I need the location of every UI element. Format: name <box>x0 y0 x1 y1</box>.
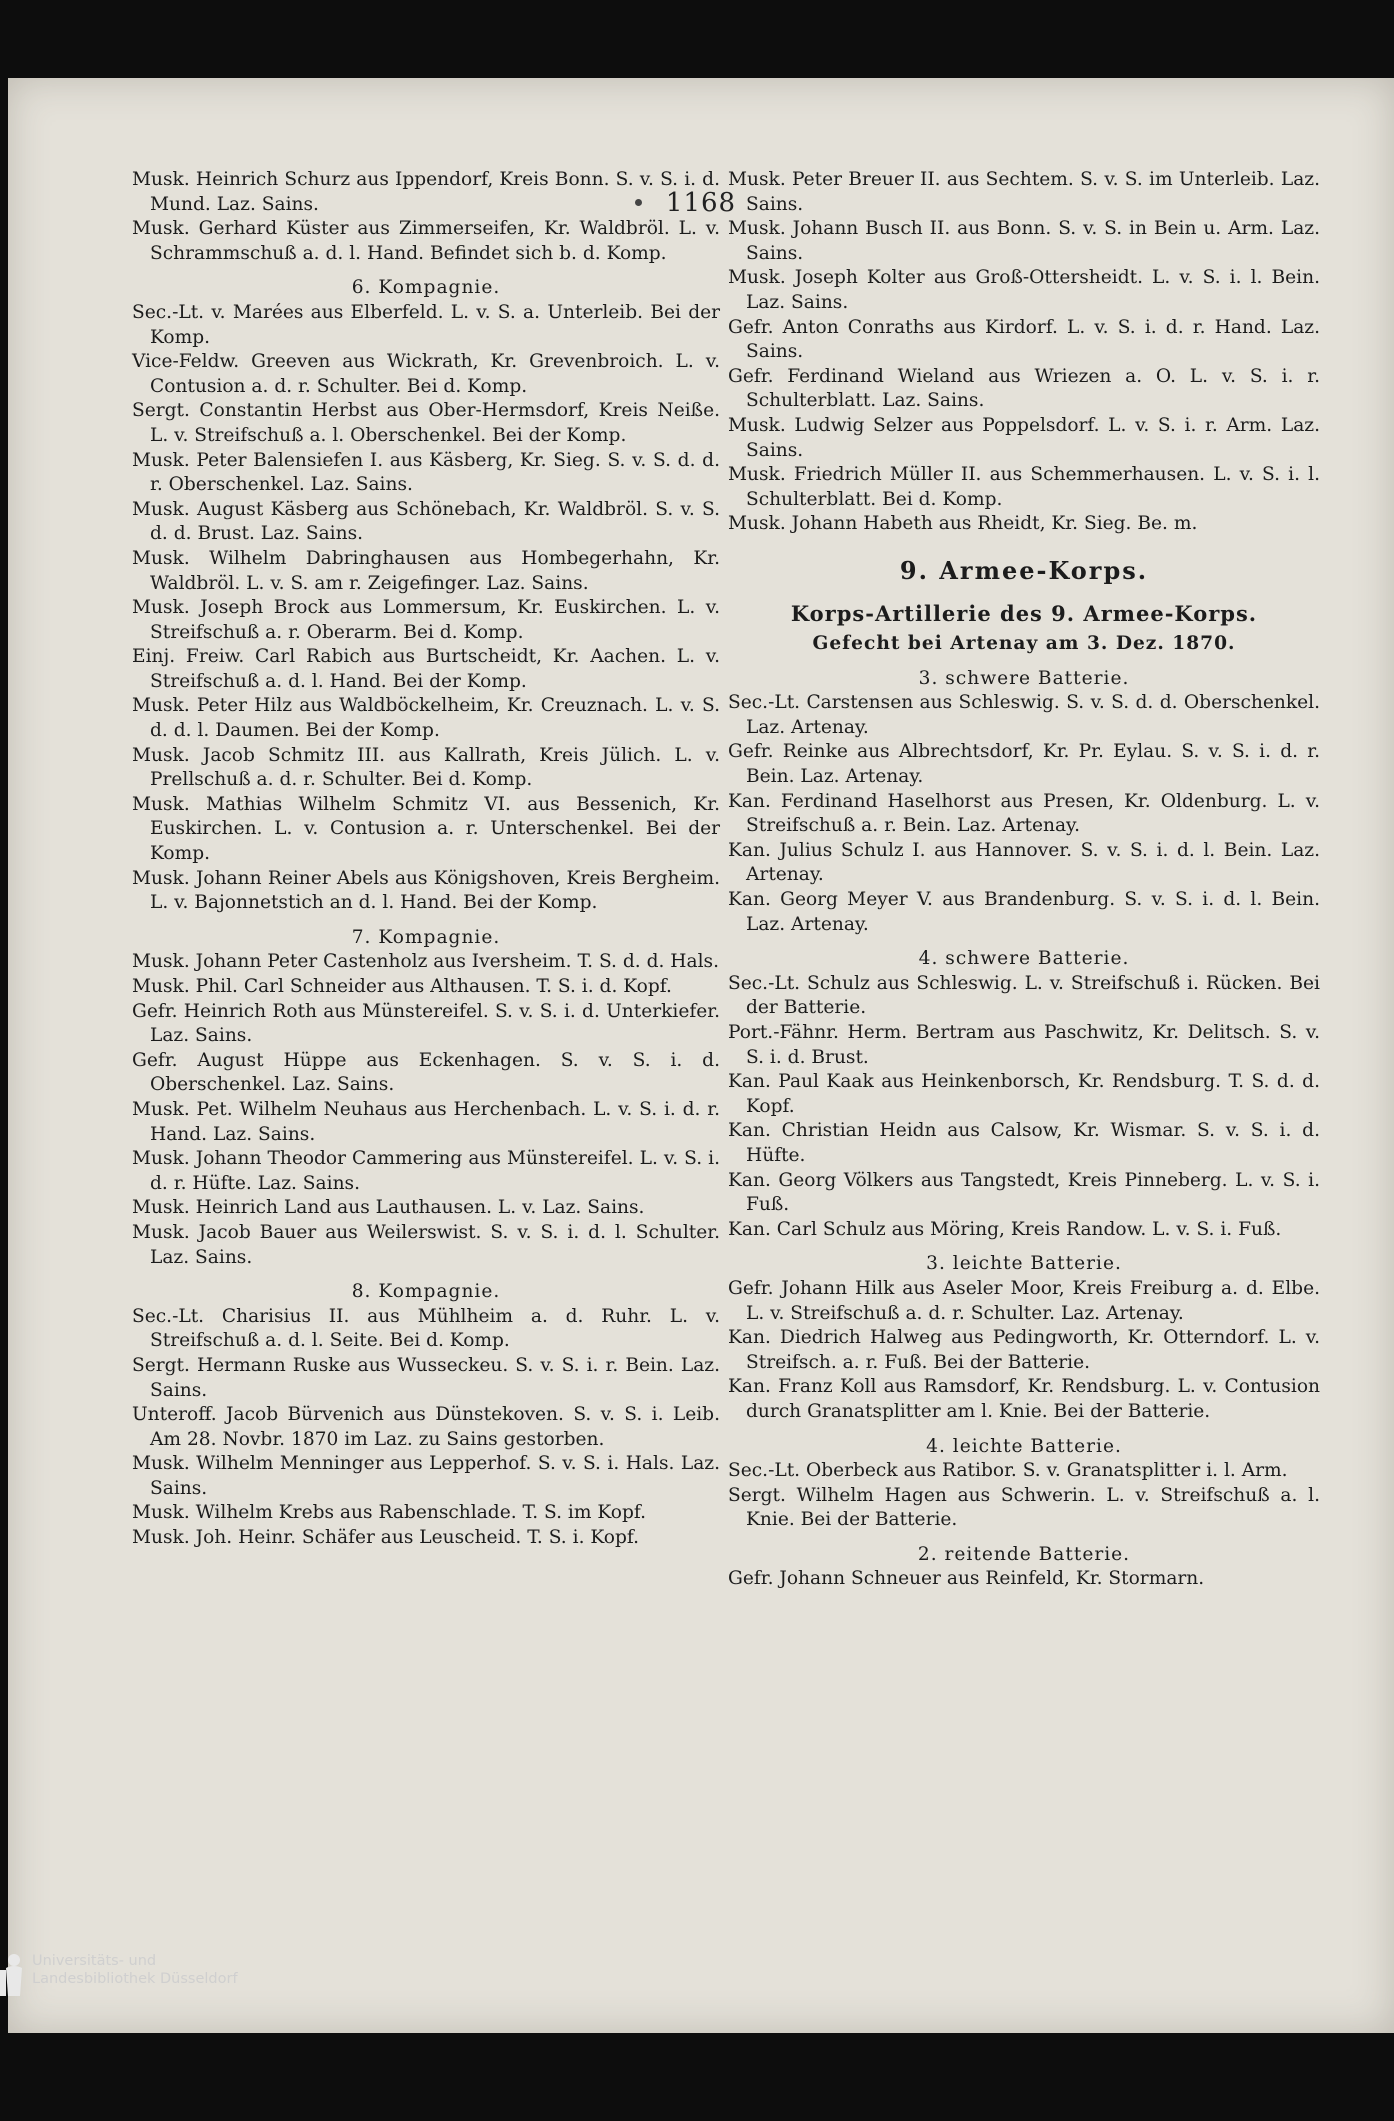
casualty-entry: Musk. Wilhelm Krebs aus Rabenschlade. T. S. im Kopf. <box>132 1502 647 1524</box>
casualty-entry: Musk. Peter Balensiefen I. aus Käsberg, Kr. Sieg. S. v. S. d. d. r. Oberschenkel. Laz. Sains. <box>132 449 720 496</box>
casualty-entry: Musk. Joseph Kolter aus Groß-Ottersheidt. L. v. S. i. l. Bein. Laz. Sains. <box>728 267 1320 313</box>
casualty-entry: Port.-Fähnr. Herm. Bertram aus Paschwitz, Kr. Delitsch. S. v. S. i. d. Brust. <box>728 1022 1320 1068</box>
casualty-entry: Kan. Paul Kaak aus Heinkenborsch, Kr. Rendsburg. T. S. d. d. Kopf. <box>728 1071 1320 1117</box>
casualty-entry: Sec.-Lt. Carstensen aus Schleswig. S. v. S. d. d. Oberschenkel. Laz. Artenay. <box>728 692 1320 738</box>
casualty-entry: Musk. Friedrich Müller II. aus Schemmerhausen. L. v. S. i. l. Schulterblatt. Bei d. Komp. <box>728 464 1320 510</box>
casualty-entry: Musk. Jacob Schmitz III. aus Kallrath, Kreis Jülich. L. v. Prellschuß a. d. r. Schulter. Bei d. Komp. <box>132 744 720 791</box>
casualty-entry: Gefr. Ferdinand Wieland aus Wriezen a. O. L. v. S. i. r. Schulterblatt. Laz. Sains. <box>728 365 1320 412</box>
unit-heading: 2. reitende Batterie. <box>917 1543 1131 1565</box>
casualty-entry: Musk. Heinrich Land aus Lauthausen. L. v. Laz. Sains. <box>132 1197 645 1219</box>
unit-heading: 4. schwere Batterie. <box>918 948 1130 970</box>
right-column <box>728 168 1320 1592</box>
casualty-entry: Gefr. August Hüppe aus Eckenhagen. S. v. S. i. d. Oberschenkel. Laz. Sains. <box>132 1049 720 1096</box>
unit-heading: 6. Kompagnie. <box>351 277 501 299</box>
unit-heading: 4. leichte Batterie. <box>926 1435 1122 1457</box>
casualty-entry: Sergt. Constantin Herbst aus Ober-Hermsdorf, Kreis Neiße. L. v. Streifschuß a. l. Oberschenkel. Bei der Komp. <box>132 400 720 446</box>
casualty-entry: Kan. Julius Schulz I. aus Hannover. S. v. S. i. d. l. Bein. Laz. Artenay. <box>728 839 1320 886</box>
left-column <box>132 168 720 1551</box>
casualty-entry: Kan. Diedrich Halweg aus Pedingworth, Kr. Otterndorf. L. v. Streifsch. a. r. Fuß. Bei der Batterie. <box>728 1327 1320 1373</box>
casualty-entry: Musk. Peter Hilz aus Waldböckelheim, Kr. Creuznach. L. v. S. d. d. l. Daumen. Bei der Komp. <box>132 695 720 742</box>
casualty-entry: Sergt. Hermann Ruske aus Wusseckeu. S. v. S. i. r. Bein. Laz. Sains. <box>132 1354 720 1401</box>
casualty-entry: Musk. Gerhard Küster aus Zimmerseifen, Kr. Waldbröl. L. v. Schrammschuß a. d. l. Hand. Befindet sich b. d. Komp. <box>132 218 720 264</box>
battle-title: Gefecht bei Artenay am 3. Dez. 1870. <box>812 633 1236 655</box>
casualty-entry: Musk. Ludwig Selzer aus Poppelsdorf. L. v. S. i. r. Arm. Laz. Sains. <box>728 414 1320 461</box>
library-line-1: Universitäts- und <box>32 1953 157 1969</box>
casualty-entry: Gefr. Reinke aus Albrechtsdorf, Kr. Pr. Eylau. S. v. S. i. d. r. Bein. Laz. Artenay. <box>728 741 1320 788</box>
casualty-entry: Musk. Johann Busch II. aus Bonn. S. v. S. in Bein u. Arm. Laz. Sains. <box>728 218 1320 264</box>
casualty-entry: Kan. Ferdinand Haselhorst aus Presen, Kr. Oldenburg. L. v. Streifschuß a. r. Bein. Laz. Artenay. <box>728 790 1320 837</box>
casualty-entry: Musk. Mathias Wilhelm Schmitz VI. aus Bessenich, Kr. Euskirchen. L. v. Contusion a. r. Unterschenkel. Bei der Komp. <box>132 793 720 865</box>
unit-heading: 3. leichte Batterie. <box>926 1253 1122 1275</box>
library-logo-icon <box>0 1950 28 1998</box>
casualty-entry: Musk. Pet. Wilhelm Neuhaus aus Herchenbach. L. v. S. i. d. r. Hand. Laz. Sains. <box>132 1098 720 1145</box>
casualty-entry: Gefr. Johann Schneuer aus Reinfeld, Kr. Stormarn. <box>728 1568 1205 1590</box>
library-logo-text <box>32 1952 238 1988</box>
casualty-entry: Sec.-Lt. v. Marées aus Elberfeld. L. v. S. a. Unterleib. Bei der Komp. <box>132 301 720 348</box>
casualty-entry: Kan. Carl Schulz aus Möring, Kreis Randow. L. v. S. i. Fuß. <box>728 1218 1282 1240</box>
casualty-entry: Kan. Georg Meyer V. aus Brandenburg. S. v. S. i. d. l. Bein. Laz. Artenay. <box>728 889 1320 935</box>
casualty-entry: Gefr. Johann Hilk aus Aseler Moor, Kreis Freiburg a. d. Elbe. L. v. Streifschuß a. d. r. Schulter. Laz. Artenay. <box>728 1277 1320 1324</box>
casualty-entry: Gefr. Anton Conraths aus Kirdorf. L. v. S. i. d. r. Hand. Laz. Sains. <box>728 316 1320 363</box>
casualty-entry: Musk. Heinrich Schurz aus Ippendorf, Kreis Bonn. S. v. S. i. d. Mund. Laz. Sains. <box>132 169 720 215</box>
casualty-entry: Musk. Wilhelm Menninger aus Lepperhof. S. v. S. i. Hals. Laz. Sains. <box>132 1453 720 1499</box>
casualty-entry: Musk. Joseph Brock aus Lommersum, Kr. Euskirchen. L. v. Streifschuß a. r. Oberarm. Bei d. Komp. <box>132 597 720 643</box>
casualty-entry: Sergt. Wilhelm Hagen aus Schwerin. L. v. Streifschuß a. l. Knie. Bei der Batterie. <box>728 1484 1320 1531</box>
casualty-entry: Vice-Feldw. Greeven aus Wickrath, Kr. Grevenbroich. L. v. Contusion a. d. r. Schulter. Bei d. Komp. <box>132 351 720 397</box>
corps-title: 9. Armee-Korps. <box>899 555 1149 585</box>
casualty-entry: Unteroff. Jacob Bürvenich aus Dünstekoven. S. v. S. i. Leib. Am 28. Novbr. 1870 im Laz. zu Sains gestorben. <box>132 1404 720 1450</box>
casualty-entry: Musk. Johann Reiner Abels aus Königshoven, Kreis Bergheim. L. v. Bajonnetstich an d. l. Hand. Bei der Komp. <box>132 867 720 914</box>
casualty-entry: Musk. Jacob Bauer aus Weilerswist. S. v. S. i. d. l. Schulter. Laz. Sains. <box>132 1221 720 1268</box>
unit-heading: 8. Kompagnie. <box>351 1281 501 1303</box>
casualty-entry: Gefr. Heinrich Roth aus Münstereifel. S. v. S. i. d. Unterkiefer. Laz. Sains. <box>132 1000 720 1047</box>
casualty-entry: Sec.-Lt. Oberbeck aus Ratibor. S. v. Granatsplitter i. l. Arm. <box>728 1460 1288 1482</box>
casualty-entry: Musk. Johann Habeth aus Rheidt, Kr. Sieg. Be. m. <box>728 513 1198 535</box>
library-line-2: Landesbibliothek Düsseldorf <box>32 1971 238 1987</box>
casualty-entry: Sec.-Lt. Schulz aus Schleswig. L. v. Streifschuß i. Rücken. Bei der Batterie. <box>728 972 1320 1019</box>
unit-heading: 3. schwere Batterie. <box>918 667 1130 689</box>
unit-heading: 7. Kompagnie. <box>351 926 501 948</box>
casualty-entry: Musk. Phil. Carl Schneider aus Althausen. T. S. i. d. Kopf. <box>132 976 672 997</box>
casualty-entry: Musk. Johann Peter Castenholz aus Iversheim. T. S. d. d. Hals. <box>132 951 719 973</box>
artillery-title: Korps-Artillerie des 9. Armee-Korps. <box>790 600 1258 626</box>
casualty-entry: Musk. Peter Breuer II. aus Sechtem. S. v. S. im Unterleib. Laz. Sains. <box>728 169 1320 215</box>
casualty-entry: Kan. Georg Völkers aus Tangstedt, Kreis Pinneberg. L. v. S. i. Fuß. <box>728 1169 1320 1216</box>
page-number: 1168 <box>665 188 737 218</box>
casualty-entry: Musk. August Käsberg aus Schönebach, Kr. Waldbröl. S. v. S. d. d. Brust. Laz. Sains. <box>132 498 720 545</box>
casualty-entry: Musk. Joh. Heinr. Schäfer aus Leuscheid. T. S. i. Kopf. <box>132 1527 640 1549</box>
casualty-entry: Kan. Christian Heidn aus Calsow, Kr. Wismar. S. v. S. i. d. Hüfte. <box>728 1120 1320 1166</box>
casualty-entry: Musk. Wilhelm Dabringhausen aus Hombegerhahn, Kr. Waldbröl. L. v. S. am r. Zeigefinger. Laz. Sains. <box>132 547 720 594</box>
casualty-entry: Einj. Freiw. Carl Rabich aus Burtscheidt, Kr. Aachen. L. v. Streifschuß a. d. l. Hand. Bei der Komp. <box>132 646 720 692</box>
casualty-entry: Sec.-Lt. Charisius II. aus Mühlheim a. d. Ruhr. L. v. Streifschuß a. d. l. Seite. Bei d. Komp. <box>132 1305 720 1352</box>
casualty-entry: Kan. Franz Koll aus Ramsdorf, Kr. Rendsburg. L. v. Contusion durch Granatsplitter am l. Knie. Bei der Batterie. <box>728 1376 1320 1422</box>
casualty-entry: Musk. Johann Theodor Cammering aus Münstereifel. L. v. S. i. d. r. Hüfte. Laz. Sains. <box>132 1148 720 1194</box>
